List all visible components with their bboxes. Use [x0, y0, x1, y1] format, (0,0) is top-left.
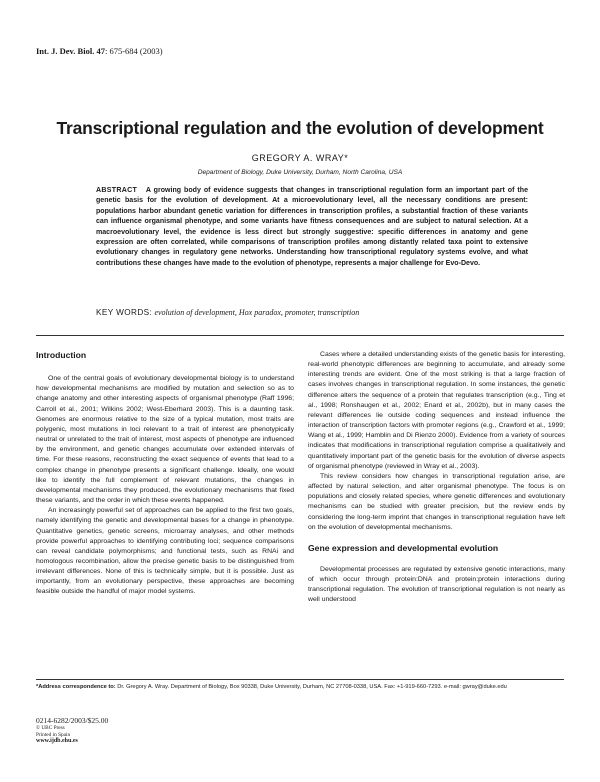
- paragraph: Cases where a detailed understanding exists of the genetic basis for interesting, real-world phenotypic differences are beginning to accumulate, and already some interesting trends are evident. One of the most striking is that a large fraction of cases involves changes in transcriptional regulation. In some instances, the genetic difference alters the sequence of a protein that regulates transcription (e.g., Ting et al., 1998; Ronshaugen et al., 2002; Enard et al., 2002b), but in many cases the relevant differences lie outside coding sequences and instead influence the interaction of transcription factors with promoter regions (e.g., Crawford et al., 1999; Wang et al., 1999; Hamblin and Di Rienzo 2000). Evidence from a variety of sources indicates that modifications in transcriptional regulation comprise a qualitatively and quantitatively important part of the genetic basis for the evolution of diverse aspects of organismal phenotype (reviewed in Wray et al., 2003).: [308, 351, 565, 470]
- journal-name: Int. J. Dev. Biol.: [36, 46, 95, 56]
- divider-footnote: [36, 679, 564, 680]
- paragraph: One of the central goals of evolutionary developmental biology is to understand how developmental mechanisms are modified by mutation and selection so as to change anatomy and other interesting aspects of organismal phenotype (Raff 1996; Carroll et al., 2001; Wilkins 2002; West-Eberhard 2003). This is a daunting task. Genomes are enormous relative to the size of a typical mutation, most traits are polygenic, most mutations in loci relevant to a trait of interest are phenotypically neutral or unrelated to the trait of interest, most aspects of phenotype are influenced by the environment, and genetic changes accumulate over extended intervals of time. For these reasons, reconstructing the exact sequence of events that lead to a complex change in phenotype presents a significant challenge. Ideally, one would like to identify the full complement of relevant mutations, the changes in developmental mechanisms they produced, the evolutionary mechanisms that fixed these variants, and the order in which these events happened.: [36, 375, 294, 505]
- author: GREGORY A. WRAY*: [251, 153, 349, 163]
- footnote: [36, 683, 564, 691]
- abstract: [96, 186, 528, 269]
- press-line: © UBC Press: [36, 725, 65, 731]
- printed-line: Printed in Spain: [36, 731, 71, 738]
- paragraph: An increasingly powerful set of approaches can be applied to the first two goals, namely identifying the genetic and developmental bases for a change in phenotype. Quantitative genetics, genetic screens, microarray analyses, and other methods provide powerful approaches to identifying contributing loci; sequence comparisons can reveal candidate polymorphisms; and functional tests, such as RNAi and homologous recombination, allow the precise genetic basis to be distinguished from irrelevant differences. None of this is technically simple, but it is possible. Just as importantly, from an evolutionary perspective, these approaches are becoming feasible outside the handful of major model systems.: [36, 507, 294, 596]
- publisher-info: [36, 716, 108, 744]
- journal-pages: : 675-684 (2003): [104, 46, 163, 56]
- paper-title: Transcriptional regulation and the evolution of development: [56, 118, 544, 138]
- footnote-text: Dr. Gregory A. Wray. Department of Biology, Box 90338, Duke University, Durham, NC 27708-0338, USA. Fax: +1-919-660-7293. e-mail: gwray@duke.edu: [117, 684, 507, 690]
- keywords: [96, 308, 536, 317]
- right-column: [308, 350, 565, 606]
- footnote-label: *Address correspondence to:: [36, 684, 116, 690]
- journal-volume: 47: [96, 46, 105, 56]
- section-heading: Introduction: [36, 350, 87, 360]
- abstract-text: A growing body of evidence suggests that changes in transcriptional regulation form an important part of the genetic basis for the evolution of development. At a microevolutionary level, all the necessary conditions are present: populations harbor abundant genetic variation for differences in transcription profiles, a substantial fraction of these variants can influence organismal phenotype, and some variants have fitness consequences and are subject to natural selection. At a macroevolutionary level, the evidence is less direct but strongly suggestive: specific differences in anatomy and gene expression are often correlated, while comparisons of transcription profiles among distantly related taxa point to extensive evolutionary changes in regulatory gene networks. Understanding how transcriptional regulatory systems evolve, and what contributions these changes have made to the evolution of phenotype, represents a major challenge for Evo-Devo.: [96, 187, 528, 267]
- journal-url: www.ijdb.ehu.es: [36, 738, 78, 745]
- left-column: [36, 350, 294, 598]
- section-heading: Gene expression and developmental evolution: [308, 542, 499, 553]
- paragraph: Developmental processes are regulated by extensive genetic interactions, many of which occur through protein:DNA and protein:protein interactions during transcriptional regulation. The evolution of transcriptional regulation is not nearly as well understood: [308, 565, 565, 604]
- divider-top: [36, 335, 564, 336]
- abstract-label: ABSTRACT: [96, 187, 138, 194]
- affiliation: Department of Biology, Duke University, Durham, North Carolina, USA: [197, 169, 403, 176]
- keywords-values: evolution of development, Hox paradox, promoter, transcription: [154, 308, 360, 317]
- paragraph: This review considers how changes in transcriptional regulation arise, are affected by natural selection, and alter organismal phenotype. The focus is on populations and closely related species, where genetic differences and evolutionary mechanisms can be studied with greater precision, but the review ends by considering the long-term imprint that changes in transcriptional regulation have left on the evolution of developmental mechanisms.: [308, 472, 565, 531]
- journal-citation: [36, 46, 163, 56]
- issn-price: 0214-6282/2003/$25.00: [36, 716, 109, 725]
- keywords-label: KEY WORDS:: [96, 308, 153, 317]
